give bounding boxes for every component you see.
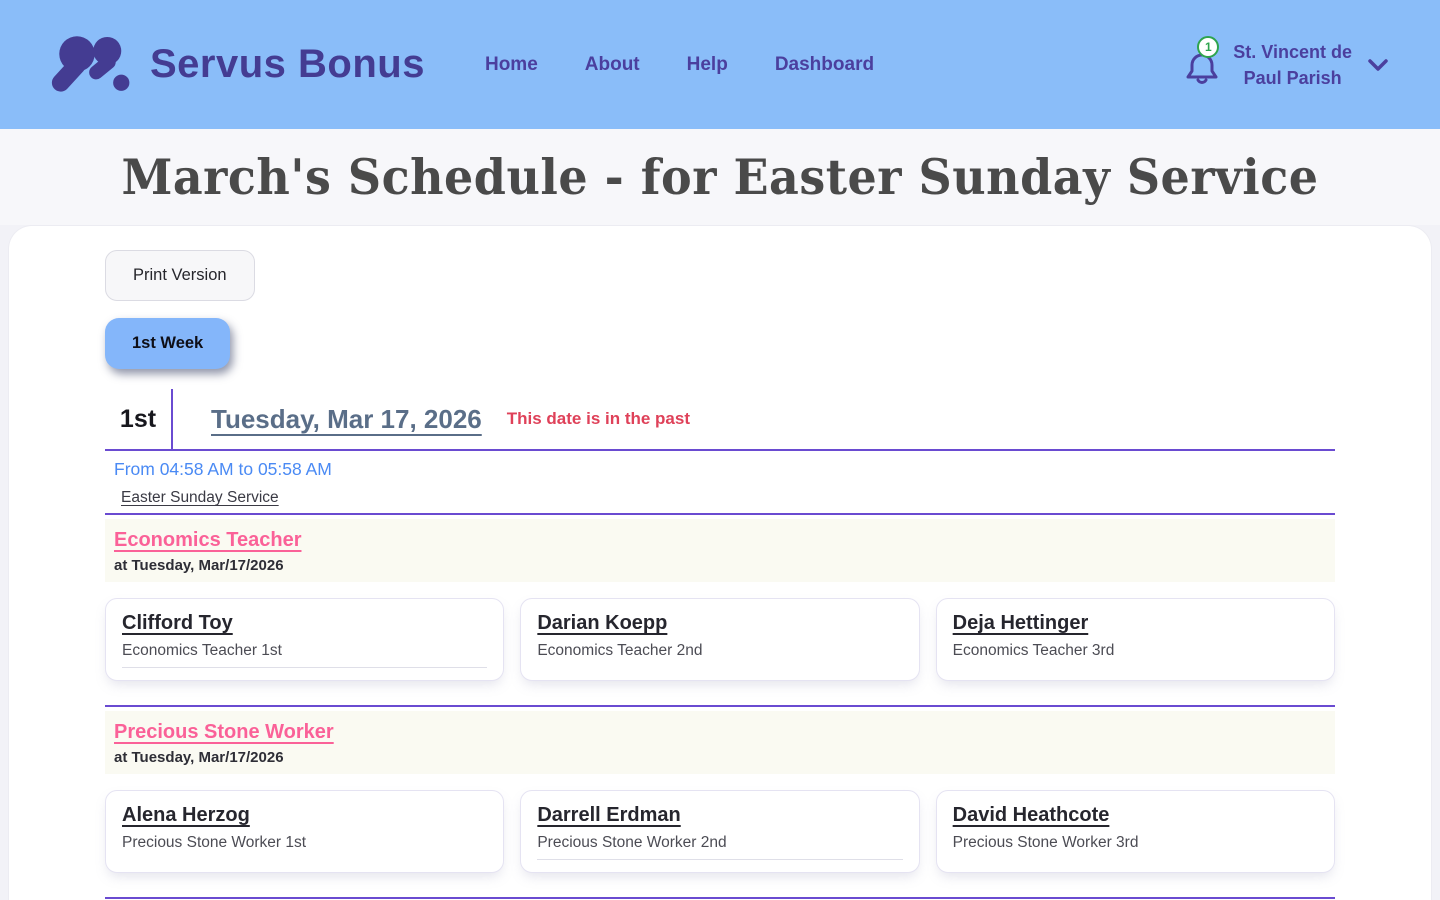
page-title: March's Schedule - for Easter Sunday Service <box>121 148 1319 206</box>
role-link[interactable]: Precious Stone Worker <box>114 721 334 743</box>
nav-help[interactable]: Help <box>686 53 728 75</box>
service-time-range: From 04:58 AM to 05:58 AM <box>114 459 332 479</box>
role-section-header <box>105 519 1335 582</box>
chevron-down-icon <box>1368 59 1388 71</box>
assignment-cards-row <box>105 598 1335 681</box>
schedule-date-row <box>105 389 1335 451</box>
schedule-panel <box>8 225 1432 900</box>
person-name-link[interactable]: David Heathcote <box>952 804 1110 826</box>
nav-dashboard[interactable]: Dashboard <box>774 53 875 75</box>
org-name: St. Vincent de Paul Parish <box>1233 41 1352 88</box>
assignment-card <box>105 790 504 873</box>
org-dropdown[interactable] <box>1233 39 1388 91</box>
person-position: Economics Teacher 3rd <box>952 642 1115 659</box>
person-name-link[interactable]: Darrell Erdman <box>537 804 681 826</box>
past-date-notice: This date is in the past <box>506 409 691 428</box>
assignment-card <box>936 598 1335 681</box>
page-title-band <box>0 129 1440 225</box>
role-date: at Tuesday, Mar/17/2026 <box>114 557 284 574</box>
brand-name: Servus Bonus <box>150 42 425 86</box>
person-position: Economics Teacher 1st <box>122 642 487 668</box>
assignment-card <box>520 598 919 681</box>
person-position: Precious Stone Worker 2nd <box>537 834 902 860</box>
date-ordinal: 1st <box>119 404 157 433</box>
person-name-link[interactable]: Alena Herzog <box>122 804 250 826</box>
main-nav <box>485 54 874 76</box>
role-link[interactable]: Economics Teacher <box>114 529 302 551</box>
week-1-tab-button[interactable]: 1st Week <box>105 318 230 369</box>
app-header <box>0 0 1440 129</box>
role-section-header <box>105 711 1335 774</box>
assignment-card <box>936 790 1335 873</box>
service-name-link[interactable]: Easter Sunday Service <box>121 489 279 506</box>
person-name-link[interactable]: Darian Koepp <box>537 612 668 634</box>
role-date: at Tuesday, Mar/17/2026 <box>114 749 284 766</box>
brand-logo-icon <box>50 34 132 96</box>
notifications-bell-button[interactable] <box>1185 39 1221 88</box>
person-name-link[interactable]: Deja Hettinger <box>952 612 1089 634</box>
assignment-card <box>520 790 919 873</box>
vertical-divider <box>171 389 173 449</box>
assignment-card <box>105 598 504 681</box>
person-name-link[interactable]: Clifford Toy <box>122 612 233 634</box>
nav-home[interactable]: Home <box>484 53 538 75</box>
person-position: Economics Teacher 2nd <box>537 642 703 659</box>
notification-count-badge: 1 <box>1197 36 1219 58</box>
role-section-precious-stone-worker <box>105 705 1335 897</box>
brand-logo-link[interactable] <box>50 34 425 96</box>
schedule-date-link[interactable]: Tuesday, Mar 17, 2026 <box>211 403 482 434</box>
role-section-economics-teacher <box>105 513 1335 705</box>
print-version-button[interactable]: Print Version <box>105 250 255 301</box>
assignment-cards-row <box>105 790 1335 873</box>
nav-about[interactable]: About <box>584 53 640 75</box>
person-position: Precious Stone Worker 3rd <box>952 834 1139 851</box>
person-position: Precious Stone Worker 1st <box>122 834 307 851</box>
